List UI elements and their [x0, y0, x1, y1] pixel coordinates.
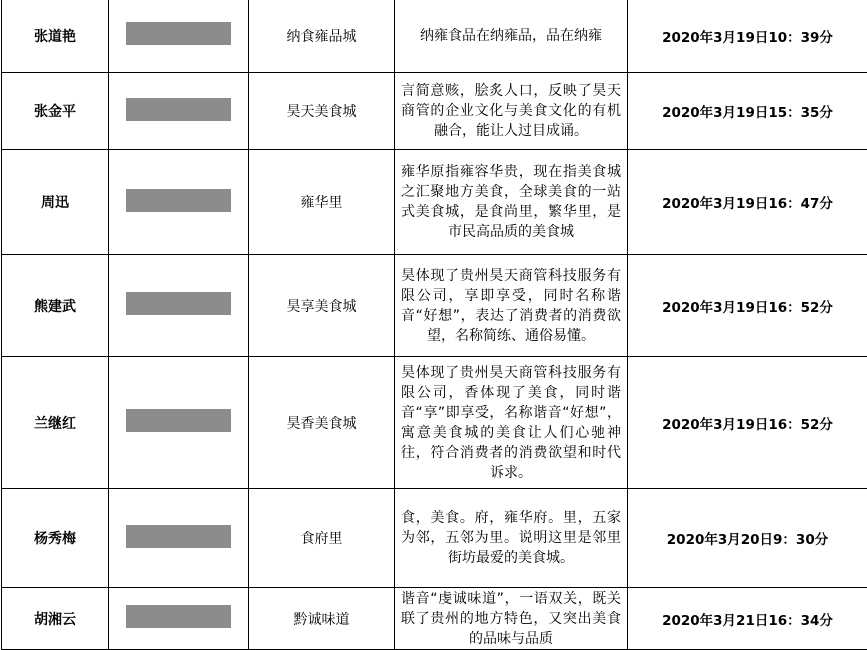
submit-date: 2020年3月19日16：52分	[628, 255, 867, 357]
table-row	[2, 150, 867, 255]
person-name: 胡湘云	[2, 588, 109, 650]
person-name: 张金平	[2, 73, 109, 150]
submit-date: 2020年3月19日16：47分	[628, 150, 867, 255]
name-description: 雍华原指雍容华贵，现在指美食城之汇聚地方美食，全球美食的一站式美食城，是食尚里，繁华里，是市民高品质的美食城	[395, 150, 628, 255]
name-description: 纳雍食品在纳雍品，品在纳雍	[395, 0, 628, 73]
redacted-phone	[126, 292, 231, 315]
table-row	[2, 0, 867, 73]
phone-cell	[109, 73, 249, 150]
phone-cell	[109, 357, 249, 489]
redacted-phone	[126, 22, 231, 45]
mall-name: 黔诚味道	[249, 588, 395, 650]
person-name: 熊建武	[2, 255, 109, 357]
submit-date: 2020年3月19日10：39分	[628, 0, 867, 73]
mall-name: 食府里	[249, 489, 395, 588]
name-description: 谐音“虔诚味道”，一语双关，既关联了贵州的地方特色，又突出美食的品味与品质	[395, 588, 628, 650]
table-row	[2, 489, 867, 588]
name-description: 昊体现了贵州昊天商管科技服务有限公司，享即享受，同时名称谐音“好想”，表达了消费者的消费欲望，名称简练、通俗易懂。	[395, 255, 628, 357]
redacted-phone	[126, 98, 231, 121]
mall-name: 昊香美食城	[249, 357, 395, 489]
table-row	[2, 357, 867, 489]
phone-cell	[109, 150, 249, 255]
table-row	[2, 588, 867, 650]
table-row	[2, 73, 867, 150]
name-description: 食，美食。府，雍华府。里，五家为邻，五邻为里。说明这里是邻里街坊最爱的美食城。	[395, 489, 628, 588]
entries-table	[1, 0, 867, 650]
phone-cell	[109, 255, 249, 357]
person-name: 张道艳	[2, 0, 109, 73]
mall-name: 昊享美食城	[249, 255, 395, 357]
submit-date: 2020年3月21日16：34分	[628, 588, 867, 650]
redacted-phone	[126, 605, 231, 628]
submit-date: 2020年3月20日9：30分	[628, 489, 867, 588]
phone-cell	[109, 0, 249, 73]
submit-date: 2020年3月19日16：52分	[628, 357, 867, 489]
redacted-phone	[126, 409, 231, 432]
redacted-phone	[126, 525, 231, 548]
redacted-phone	[126, 189, 231, 212]
submit-date: 2020年3月19日15：35分	[628, 73, 867, 150]
table-row	[2, 255, 867, 357]
mall-name: 纳食雍品城	[249, 0, 395, 73]
person-name: 周迅	[2, 150, 109, 255]
name-description: 言简意赅，脍炙人口，反映了昊天商管的企业文化与美食文化的有机融合，能让人过目成诵。	[395, 73, 628, 150]
person-name: 兰继红	[2, 357, 109, 489]
mall-name: 昊天美食城	[249, 73, 395, 150]
name-description: 昊体现了贵州昊天商管科技服务有限公司，香体现了美食，同时谐音“享”即享受，名称谐音“好想”，寓意美食城的美食让人们心驰神往，符合消费者的消费欲望和时代诉求。	[395, 357, 628, 489]
phone-cell	[109, 489, 249, 588]
mall-name: 雍华里	[249, 150, 395, 255]
person-name: 杨秀梅	[2, 489, 109, 588]
phone-cell	[109, 588, 249, 650]
